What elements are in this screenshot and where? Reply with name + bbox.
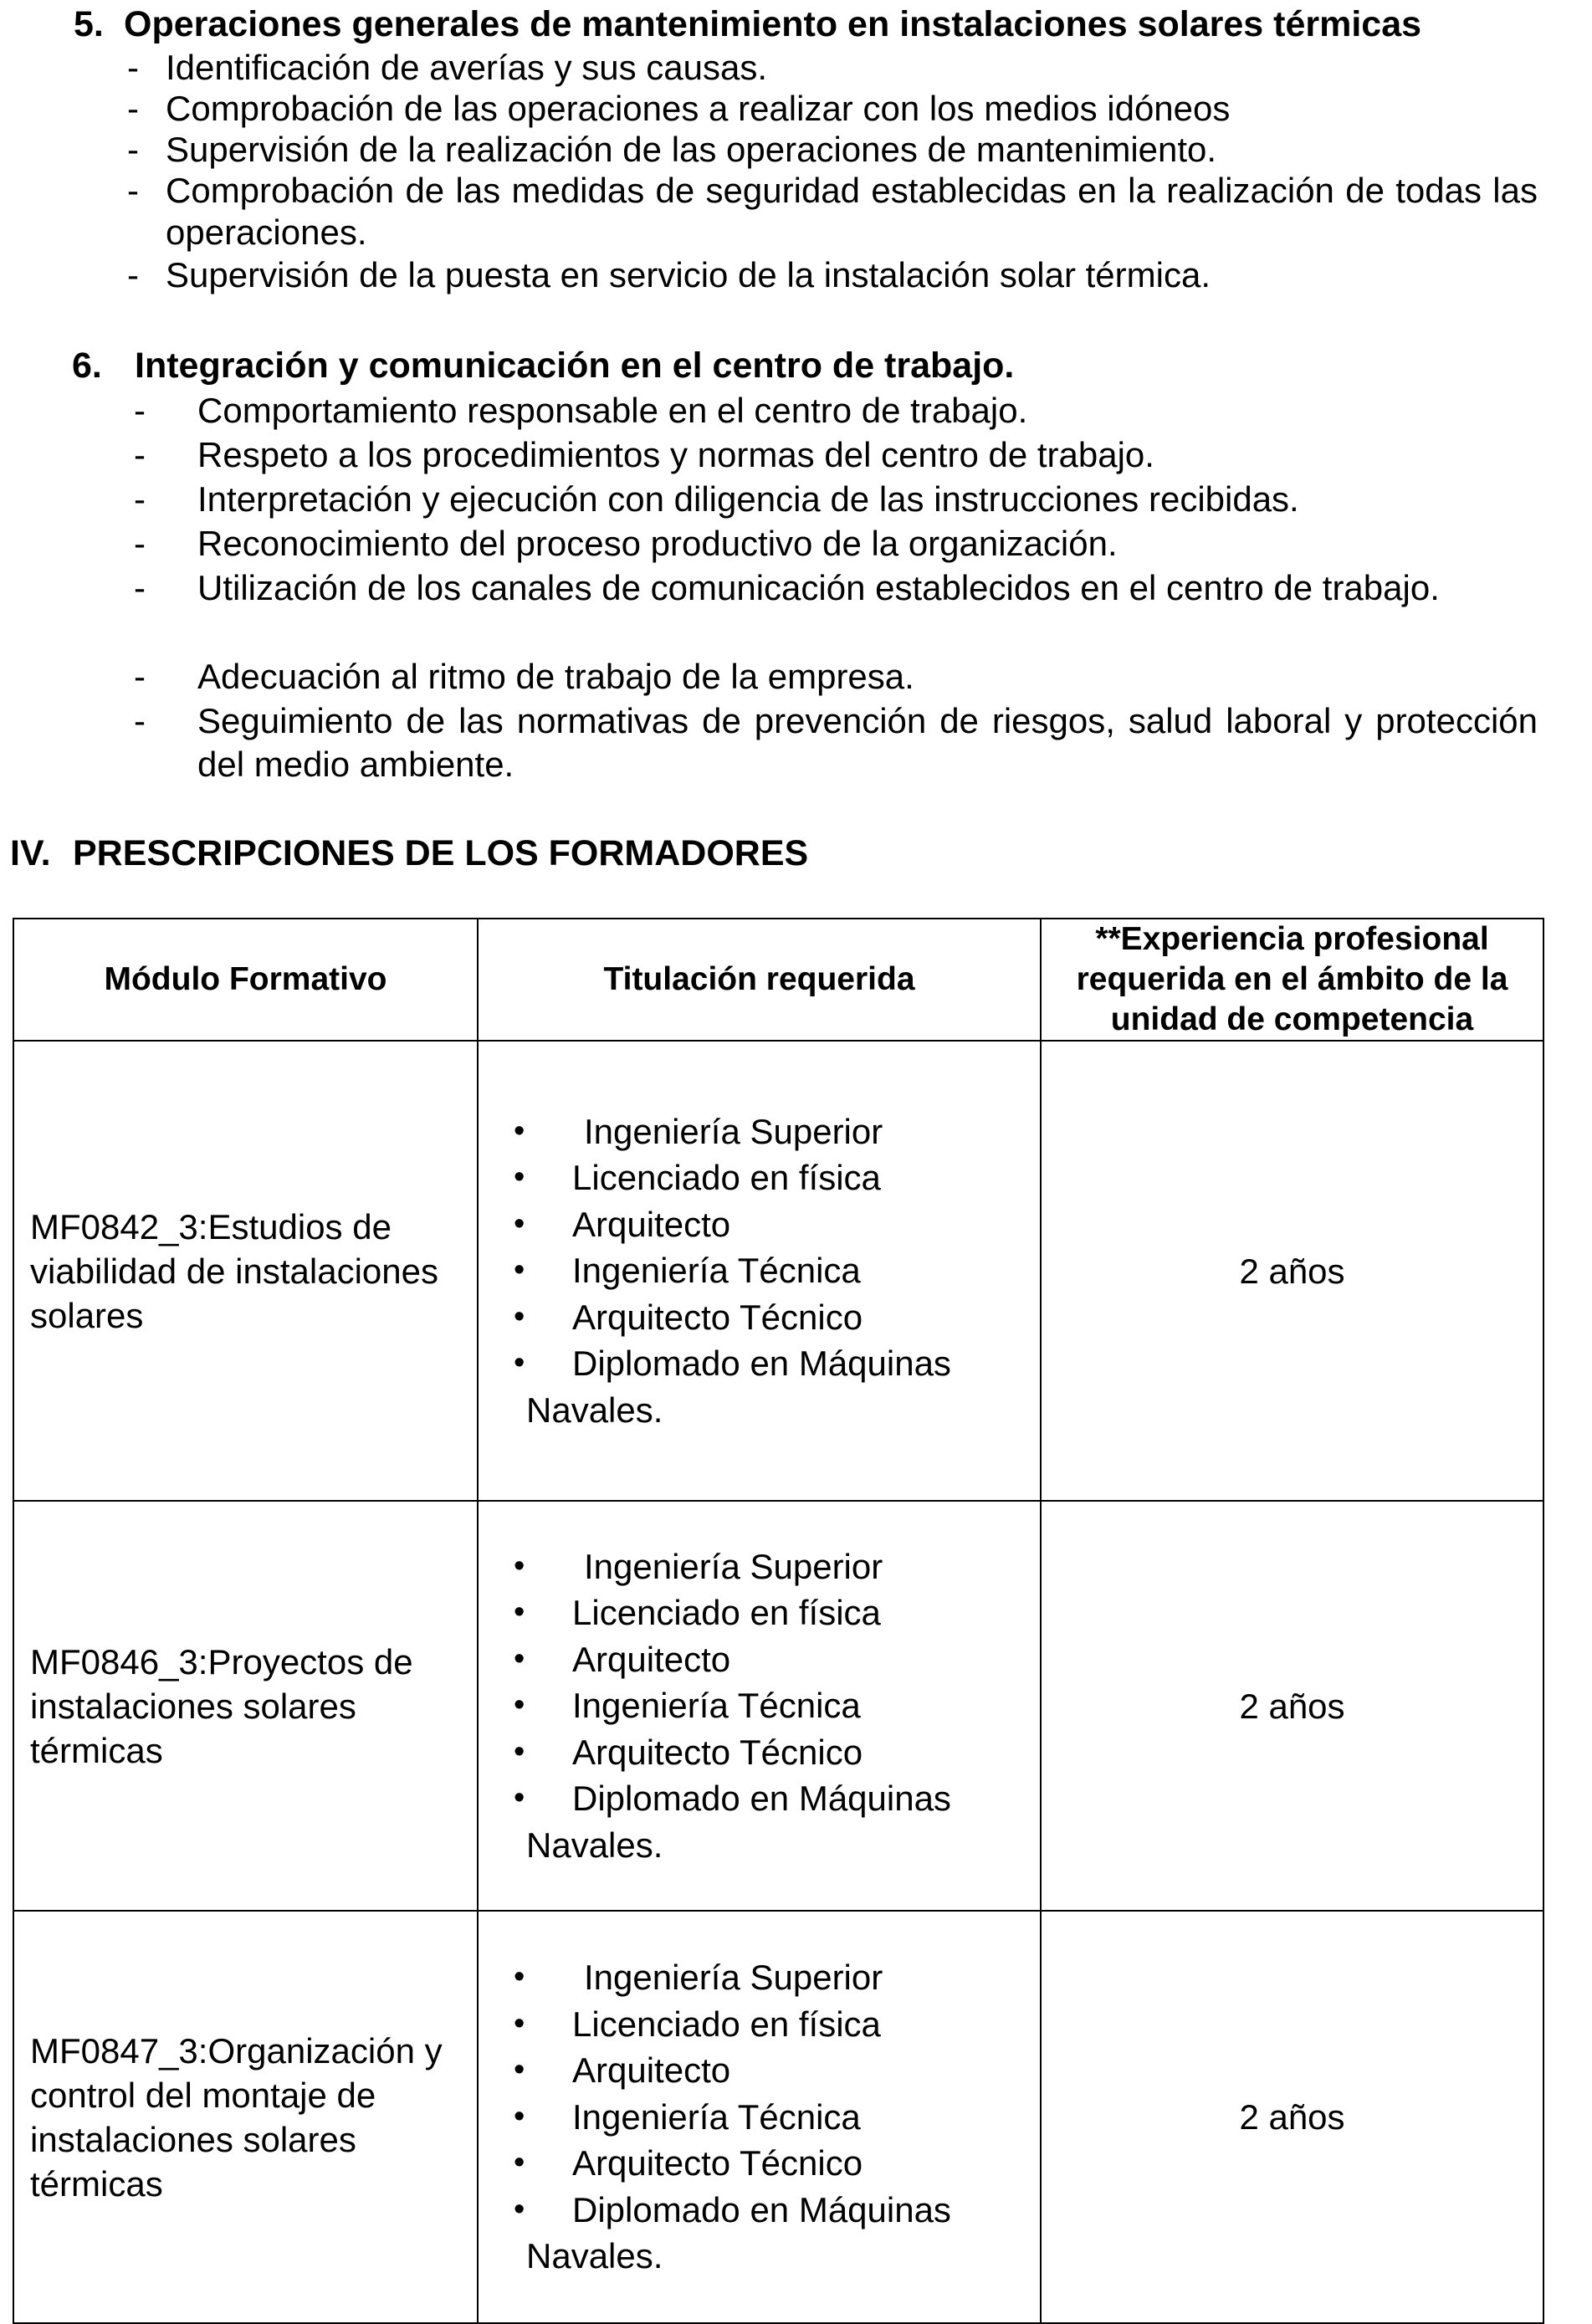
experiencia-cell: 2 años	[1041, 1041, 1543, 1501]
list-item	[514, 2047, 1040, 2094]
experiencia-cell: 2 años	[1041, 1501, 1543, 1911]
dash-marker: -	[127, 255, 139, 294]
section-6-title: Integración y comunicación en el centro de trabajo.	[135, 346, 1015, 386]
titulacion-text: Ingeniería Superior	[584, 1111, 883, 1151]
bullet-marker: •	[514, 2098, 525, 2134]
bullet-marker: •	[514, 1159, 525, 1195]
list-item-text: Seguimiento de las normativas de prevención de riesgos, salud laboral y protección del medio ambiente.	[197, 701, 1538, 784]
list-item	[127, 128, 1538, 171]
titulacion-text: Diplomado en Máquinas Navales.	[526, 1779, 951, 1865]
bullet-marker: •	[514, 1687, 525, 1723]
list-item-text: Comportamiento responsable en el centro de trabajo.	[197, 391, 1028, 430]
list-item	[514, 1729, 1040, 1776]
module-cell: MF0842_3:Estudios de viabilidad de instalaciones solares	[13, 1041, 478, 1501]
header-experiencia: **Experiencia profesional requerida en el ámbito de la unidad de competencia	[1041, 919, 1543, 1041]
titulacion-text: Ingeniería Superior	[584, 1958, 883, 1998]
table-header-row	[13, 919, 1543, 1041]
trainers-table	[13, 918, 1544, 2324]
list-item	[514, 1154, 1040, 1201]
bullet-marker: •	[514, 1733, 525, 1769]
titulacion-cell	[478, 1911, 1041, 2323]
list-item-text: Supervisión de la puesta en servicio de la instalación solar térmica.	[166, 255, 1211, 294]
titulacion-text: Ingeniería Técnica	[572, 1251, 861, 1291]
list-item	[134, 389, 1538, 433]
section-iv-number: IV.	[10, 833, 51, 873]
list-item	[514, 1954, 1040, 2001]
titulacion-text: Arquitecto	[572, 1204, 731, 1244]
list-item	[134, 655, 1538, 699]
list-item	[514, 1247, 1040, 1294]
table-row	[13, 1041, 1543, 1501]
dash-marker: -	[134, 435, 146, 474]
list-item	[514, 1543, 1040, 1590]
list-item	[514, 2094, 1040, 2141]
bullet-marker: •	[514, 2005, 525, 2041]
list-item-text: Respeto a los procedimientos y normas del centro de trabajo.	[197, 435, 1154, 474]
titulacion-text: Ingeniería Técnica	[572, 2096, 861, 2137]
list-item-text: Interpretación y ejecución con diligencia de las instrucciones recibidas.	[197, 479, 1299, 519]
dash-marker: -	[127, 130, 139, 169]
list-item	[134, 522, 1538, 566]
dash-marker: -	[134, 391, 146, 430]
list-item-text: Identificación de averías y sus causas.	[166, 48, 768, 87]
list-item	[514, 1589, 1040, 1636]
header-titulacion: Titulación requerida	[478, 919, 1041, 1041]
bullet-marker: •	[514, 1548, 525, 1584]
bullet-marker: •	[514, 1780, 525, 1816]
dash-marker: -	[134, 479, 146, 519]
list-item	[514, 1108, 1040, 1155]
list-item	[514, 1294, 1040, 1341]
bullet-marker: •	[514, 1345, 525, 1381]
section-5-number: 5.	[74, 4, 104, 44]
module-cell: MF0846_3:Proyectos de instalaciones solares térmicas	[13, 1501, 478, 1911]
list-item	[134, 433, 1538, 477]
bullet-marker: •	[514, 1595, 525, 1630]
titulacion-list	[479, 1108, 1040, 1434]
list-item-text: Supervisión de la realización de las operaciones de mantenimiento.	[166, 130, 1217, 169]
experiencia-cell: 2 años	[1041, 1911, 1543, 2323]
bullet-marker: •	[514, 2052, 525, 2088]
list-item	[127, 170, 1538, 253]
list-item	[514, 2140, 1040, 2187]
section-6-number: 6.	[72, 346, 102, 386]
titulacion-cell	[478, 1501, 1041, 1911]
titulacion-text: Licenciado en física	[572, 1593, 881, 1633]
section-iv-title: PRESCRIPCIONES DE LOS FORMADORES	[73, 833, 809, 873]
titulacion-text: Arquitecto	[572, 2050, 731, 2091]
bullet-marker: •	[514, 1641, 525, 1676]
titulacion-text: Ingeniería Técnica	[572, 1686, 861, 1726]
titulacion-text: Diplomado en Máquinas Navales.	[526, 2189, 951, 2276]
dash-marker: -	[134, 657, 146, 696]
list-item-text: Comprobación de las operaciones a realizar con los medios idóneos	[166, 89, 1231, 128]
list-item	[127, 253, 1538, 297]
titulacion-text: Licenciado en física	[572, 1158, 881, 1198]
titulacion-text: Ingeniería Superior	[584, 1546, 883, 1586]
list-item	[134, 478, 1538, 521]
list-item	[491, 1775, 1040, 1868]
list-item	[514, 2001, 1040, 2048]
bullet-marker: •	[514, 1113, 525, 1149]
list-item	[491, 1340, 1040, 1433]
list-item-text: Reconocimiento del proceso productivo de la organización.	[197, 524, 1118, 563]
titulacion-text: Arquitecto Técnico	[572, 1732, 863, 1772]
titulacion-cell	[478, 1041, 1041, 1501]
titulacion-text: Licenciado en física	[572, 2004, 881, 2044]
bullet-marker: •	[514, 2145, 525, 2181]
bullet-marker: •	[514, 1252, 525, 1288]
bullet-marker: •	[514, 1206, 525, 1241]
list-item	[491, 2187, 1040, 2280]
list-item	[514, 1201, 1040, 1248]
dash-marker: -	[127, 89, 139, 128]
dash-marker: -	[127, 171, 139, 210]
titulacion-text: Diplomado en Máquinas Navales.	[526, 1344, 951, 1430]
titulacion-list	[479, 1543, 1040, 1869]
section-iv-heading	[10, 832, 808, 875]
table-row	[13, 1501, 1543, 1911]
list-item	[514, 1636, 1040, 1683]
list-item	[134, 566, 1538, 610]
titulacion-list	[479, 1954, 1040, 2280]
dash-marker: -	[134, 701, 146, 740]
module-cell: MF0847_3:Organización y control del montaje de instalaciones solares térmicas	[13, 1911, 478, 2323]
bullet-marker: •	[514, 1959, 525, 1995]
dash-marker: -	[134, 524, 146, 563]
table-row	[13, 1911, 1543, 2323]
section-5-heading	[74, 3, 1421, 46]
bullet-marker: •	[514, 1298, 525, 1334]
list-item	[127, 46, 1538, 90]
section-5-title: Operaciones generales de mantenimiento en instalaciones solares térmicas	[124, 4, 1422, 44]
list-item-text: Adecuación al ritmo de trabajo de la empresa.	[197, 657, 914, 696]
header-module: Módulo Formativo	[13, 919, 478, 1041]
list-item	[127, 87, 1538, 131]
list-item	[134, 699, 1538, 786]
section-6-heading	[72, 344, 1014, 387]
list-item-text: Utilización de los canales de comunicación establecidos en el centro de trabajo.	[197, 568, 1440, 607]
titulacion-text: Arquitecto Técnico	[572, 2143, 863, 2183]
bullet-marker: •	[514, 2191, 525, 2227]
list-item-text: Comprobación de las medidas de seguridad establecidas en la realización de todas las operaciones.	[166, 171, 1538, 252]
titulacion-text: Arquitecto Técnico	[572, 1297, 863, 1337]
list-item	[514, 1682, 1040, 1729]
dash-marker: -	[127, 48, 139, 87]
dash-marker: -	[134, 568, 146, 607]
titulacion-text: Arquitecto	[572, 1639, 731, 1679]
